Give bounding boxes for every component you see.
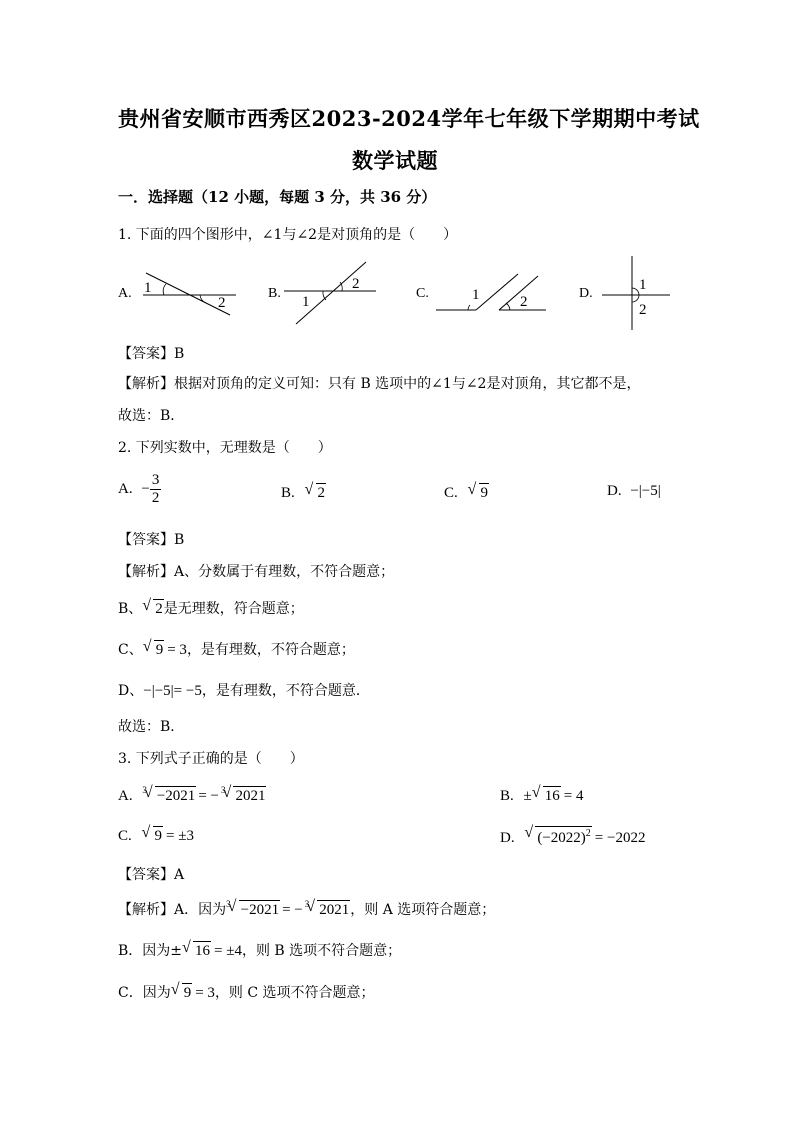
q3-an3-suffix: ，则 C 选项不符合题意； — [214, 985, 375, 1001]
q3-option-d — [500, 826, 645, 847]
q2a-denominator: 2 — [151, 490, 160, 506]
q3a-index-2: 3 — [220, 785, 226, 795]
q3-an3-eq: = 3 — [195, 985, 215, 1001]
q2b-sqrt — [305, 483, 327, 502]
q1-figure-d — [598, 256, 678, 332]
q2-an3-radicand: 9 — [155, 642, 164, 658]
q2-option-b — [281, 483, 326, 502]
q2-option-c — [444, 483, 489, 502]
q2-option-d — [607, 483, 661, 500]
q1-figure-c — [434, 268, 554, 318]
q3-an2-radicand: 16 — [195, 943, 211, 959]
q3a-radicand-2: 2021 — [235, 788, 266, 804]
q3-an1-cbrt-2 — [306, 900, 350, 919]
q1d-label-1: 1 — [639, 277, 647, 293]
q1b-label-2: 2 — [352, 276, 360, 292]
q3a-index-1: 3 — [142, 785, 147, 795]
q2-an3-sqrt — [143, 640, 165, 659]
q2-analysis-b — [118, 598, 304, 618]
q2d-label: D. — [607, 483, 622, 499]
q3-analysis-b — [118, 940, 401, 960]
q3-an1-index-1: 3 — [226, 899, 231, 909]
q2-an2-prefix: B、 — [118, 601, 143, 617]
page-subtitle: 数学试题 — [352, 148, 438, 173]
q1a-label-1: 1 — [144, 280, 152, 296]
q3-an3-radicand: 9 — [183, 985, 192, 1001]
q2-an4-prefix: D、 — [118, 683, 144, 699]
q2a-sign: − — [141, 481, 150, 497]
q3d-label: D. — [500, 830, 515, 846]
q1a-label-2: 2 — [218, 295, 226, 311]
q3-analysis-c — [118, 982, 375, 1002]
q2a-fraction — [150, 472, 162, 507]
q2-an3-eq: = 3 — [167, 642, 187, 658]
q3-an1-cbrt-1 — [228, 900, 280, 919]
q2-an2-suffix: 是无理数，符合题意； — [163, 601, 304, 617]
q3b-sqrt — [532, 786, 561, 805]
q2b-radicand: 2 — [317, 485, 326, 501]
q3-an3-prefix: C．因为 — [118, 985, 171, 1001]
q3-an3-sqrt — [171, 983, 193, 1002]
q1-figure-b — [284, 258, 384, 328]
q3-an1-mid: = − — [282, 902, 303, 918]
q3b-eq: = 4 — [563, 788, 584, 804]
q2a-numerator: 3 — [151, 472, 160, 488]
section-heading: 一．选择题（12 小题，每题 3 分，共 36 分） — [118, 188, 437, 206]
q3b-radicand: 16 — [544, 788, 560, 804]
q2b-label: B. — [281, 485, 295, 501]
q2-answer: 【答案】B — [118, 532, 185, 548]
q2-an4-suffix: ，是有理数，不符合题意． — [201, 683, 370, 699]
q1-option-b-label: B. — [268, 286, 281, 301]
q2-analysis-d — [118, 680, 370, 700]
q3d-sqrt — [524, 826, 591, 847]
q2-conclusion: 故选：B． — [118, 719, 185, 735]
q3d-eq: = −2022 — [594, 830, 646, 846]
q3d-radicand — [535, 826, 591, 847]
q1c-label-2: 2 — [520, 294, 528, 310]
question-1-stem: 1. 下面的四个图形中，∠1与∠2是对顶角的是（ ） — [118, 227, 458, 243]
q3b-label: B. — [500, 788, 514, 804]
q2d-expr: −|−5| — [630, 483, 661, 499]
q3-an1-radicand-2: 2021 — [319, 902, 350, 918]
q3-an1-suffix: ，则 A 选项符合题意； — [350, 902, 496, 918]
q3b-pm: ± — [523, 788, 532, 804]
q3-answer: 【答案】A — [118, 867, 185, 883]
q3-an1-prefix: 【解析】A．因为 — [118, 902, 227, 918]
q3-option-c — [118, 826, 194, 845]
q1-option-c-label: C. — [416, 286, 429, 301]
q3-an2-prefix: B．因为± — [118, 943, 183, 959]
q2-option-a — [118, 472, 161, 507]
q2-an2-sqrt — [142, 599, 164, 618]
q3c-label: C. — [118, 828, 132, 844]
q2-analysis-c — [118, 639, 355, 659]
q3a-label: A. — [118, 788, 133, 804]
q2c-sqrt — [468, 483, 490, 502]
q3-an1-index-2: 3 — [304, 899, 310, 909]
q3-an2-sqrt — [182, 941, 211, 960]
q1-option-d-label: D. — [579, 286, 593, 301]
q2-analysis-a: 【解析】A、分数属于有理数，不符合题意； — [118, 564, 395, 580]
q3d-exponent: 2 — [585, 828, 591, 839]
q3a-cbrt-2 — [222, 786, 266, 805]
q3-an2-eq: = ±4 — [214, 943, 242, 959]
q2-an3-suffix: ，是有理数，不符合题意； — [186, 642, 355, 658]
q2a-label: A. — [118, 481, 133, 497]
q3-option-b — [500, 786, 583, 805]
page-title: 贵州省安顺市西秀区2023-2024学年七年级下学期期中考试 — [118, 106, 700, 131]
q3a-mid: = − — [198, 788, 219, 804]
q1b-label-1: 1 — [302, 294, 310, 310]
q1-answer: 【答案】B — [118, 346, 185, 362]
q3-an1-radicand-1: −2021 — [240, 902, 280, 918]
q3a-cbrt-1 — [144, 786, 196, 805]
q2-an2-radicand: 2 — [155, 601, 163, 617]
q3d-base: (−2022) — [537, 830, 586, 846]
q1c-label-1: 1 — [472, 287, 480, 303]
q3a-radicand-1: −2021 — [156, 788, 196, 804]
q2-an3-prefix: C、 — [118, 642, 143, 658]
question-3-stem: 3. 下列式子正确的是（ ） — [118, 751, 304, 767]
q3-option-a — [118, 786, 266, 805]
q1-figure-a — [138, 262, 238, 322]
q1-conclusion: 故选：B． — [118, 408, 185, 424]
q1-option-a-label: A. — [118, 286, 132, 301]
question-2-stem: 2. 下列实数中，无理数是（ ） — [118, 440, 332, 456]
q3c-eq: = ±3 — [166, 828, 194, 844]
q1d-label-2: 2 — [639, 302, 647, 318]
q2-an4-expr: −|−5|= −5 — [143, 683, 202, 699]
q3c-radicand: 9 — [154, 828, 163, 844]
q2c-radicand: 9 — [480, 485, 489, 501]
q2c-label: C. — [444, 485, 458, 501]
q3-an2-suffix: ，则 B 选项不符合题意； — [241, 943, 402, 959]
q3-analysis-a — [118, 899, 495, 919]
q3c-sqrt — [142, 826, 164, 845]
q1-analysis: 【解析】根据对顶角的定义可知：只有 B 选项中的∠1与∠2是对顶角，其它都不是， — [118, 376, 641, 392]
